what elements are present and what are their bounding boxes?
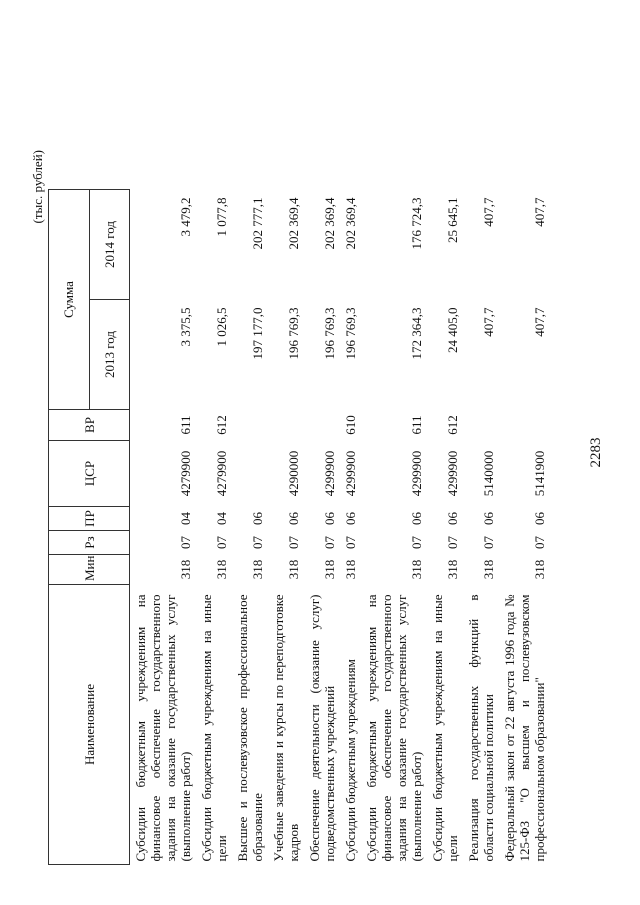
row-vr: 612	[214, 415, 229, 435]
row-sum-2014: 25 645,1	[445, 197, 460, 243]
row-sum-2013: 196 769,3	[343, 307, 358, 360]
row-vr	[304, 410, 340, 441]
row-sum-2013: 24 405,0	[445, 307, 460, 353]
row-pr: 06	[481, 512, 496, 525]
row-sum-2014: 1 077,8	[214, 197, 229, 237]
table-row	[232, 190, 268, 865]
row-sum-2014: 202 369,4	[343, 197, 358, 250]
row-pr: 06	[286, 512, 301, 525]
header-name: Наименование	[49, 585, 130, 865]
row-csr: 4279900	[214, 450, 229, 497]
row-pr: 04	[178, 512, 193, 525]
row-vr	[499, 410, 550, 441]
row-name: Субсидии бюджетным учреждениям на финансовое обеспечение государственного задания на оказание государственных услуг (выполнение работ)	[133, 594, 193, 862]
row-rz: 07	[214, 536, 229, 549]
row-sum-2013: 407,7	[532, 307, 547, 337]
table-header	[49, 190, 130, 865]
row-min: 318	[322, 559, 337, 580]
row-name: Высшее и послевузовское профессиональное образование	[235, 594, 265, 862]
row-sum-2013: 3 375,5	[178, 307, 193, 347]
header-vr: ВР	[49, 410, 130, 441]
row-vr: 610	[343, 415, 358, 435]
row-sum-2013: 196 769,3	[322, 307, 337, 360]
row-name: Субсидии бюджетным учреждениям на иные цели	[430, 594, 460, 862]
row-rz: 07	[409, 536, 424, 549]
header-rz: Рз	[49, 531, 130, 555]
table-row	[499, 190, 550, 865]
row-min: 318	[250, 559, 265, 580]
table-body	[130, 190, 551, 865]
row-pr: 06	[409, 512, 424, 525]
row-rz: 07	[250, 536, 265, 549]
row-pr: 06	[322, 512, 337, 525]
row-rz: 07	[178, 536, 193, 549]
table-row	[427, 190, 463, 865]
row-min: 318	[286, 559, 301, 580]
row-sum-2013: 197 177,0	[250, 307, 265, 360]
row-min: 318	[445, 559, 460, 580]
header-sum: Сумма	[49, 190, 90, 410]
row-name: Обеспечение деятельности (оказание услуг) подведомственных учреждений	[307, 594, 337, 862]
row-csr: 5140000	[481, 450, 496, 497]
table-row	[196, 190, 232, 865]
row-name: Реализация государственных функций в области социальной политики	[466, 594, 496, 862]
row-name: Субсидии бюджетным учреждениям на финансовое обеспечение государственного задания на оказание государственных услуг (выполнение работ)	[364, 594, 424, 862]
row-csr: 4290000	[286, 450, 301, 497]
row-sum-2014: 3 479,2	[178, 197, 193, 237]
row-csr: 4299900	[322, 450, 337, 497]
header-year-2014: 2014 год	[89, 190, 130, 300]
row-vr	[232, 410, 268, 441]
row-pr: 06	[445, 512, 460, 525]
row-sum-2014: 202 369,4	[322, 197, 337, 250]
row-rz: 07	[286, 536, 301, 549]
row-min: 318	[343, 559, 358, 580]
table-row	[304, 190, 340, 865]
row-name: Субсидии бюджетным учреждениям	[343, 659, 358, 862]
row-vr	[268, 410, 304, 441]
row-vr: 612	[445, 415, 460, 435]
header-year-2013: 2013 год	[89, 300, 130, 410]
budget-table	[48, 189, 550, 865]
row-min: 318	[532, 559, 547, 580]
row-sum-2014: 407,7	[481, 197, 496, 227]
row-name: Федеральный закон от 22 августа 1996 года № 125-ФЗ "О высшем и послевузовском профессиональном образовании"	[502, 594, 547, 862]
units-label: (тыс. рублей)	[30, 150, 45, 224]
row-vr: 611	[409, 415, 424, 435]
row-min: 318	[481, 559, 496, 580]
row-min: 318	[409, 559, 424, 580]
row-pr: 06	[532, 512, 547, 525]
row-name: Учебные заведения и курсы по переподготовке кадров	[271, 594, 301, 862]
row-sum-2014: 176 724,3	[409, 197, 424, 250]
page-number: 2283	[588, 437, 604, 468]
row-pr: 06	[250, 512, 265, 525]
row-pr: 04	[214, 512, 229, 525]
row-sum-2013: 407,7	[481, 307, 496, 337]
row-sum-2014: 407,7	[532, 197, 547, 227]
row-sum-2013: 1 026,5	[214, 307, 229, 347]
row-rz: 07	[532, 536, 547, 549]
header-pr: ПР	[49, 507, 130, 531]
row-rz: 07	[322, 536, 337, 549]
row-sum-2013: 172 364,3	[409, 307, 424, 360]
header-csr: ЦСР	[49, 441, 130, 507]
table-row	[268, 190, 304, 865]
row-sum-2014: 202 369,4	[286, 197, 301, 250]
table-row	[463, 190, 499, 865]
table-row	[340, 190, 361, 865]
row-csr: 4299900	[445, 450, 460, 497]
row-csr: 4279900	[178, 450, 193, 497]
row-csr: 4299900	[343, 450, 358, 497]
row-pr: 06	[343, 512, 358, 525]
header-min: Мин	[49, 555, 130, 585]
row-csr: 4299900	[409, 450, 424, 497]
table-row	[130, 190, 197, 865]
table-row	[361, 190, 427, 865]
row-min: 318	[214, 559, 229, 580]
row-rz: 07	[481, 536, 496, 549]
row-rz: 07	[445, 536, 460, 549]
row-sum-2013: 196 769,3	[286, 307, 301, 360]
row-vr: 611	[178, 415, 193, 435]
row-sum-2014: 202 777,1	[250, 197, 265, 250]
row-csr: 5141900	[532, 450, 547, 497]
row-vr	[463, 410, 499, 441]
row-csr	[232, 441, 268, 507]
row-name: Субсидии бюджетным учреждениям на иные цели	[199, 594, 229, 862]
row-rz: 07	[343, 536, 358, 549]
row-min: 318	[178, 559, 193, 580]
